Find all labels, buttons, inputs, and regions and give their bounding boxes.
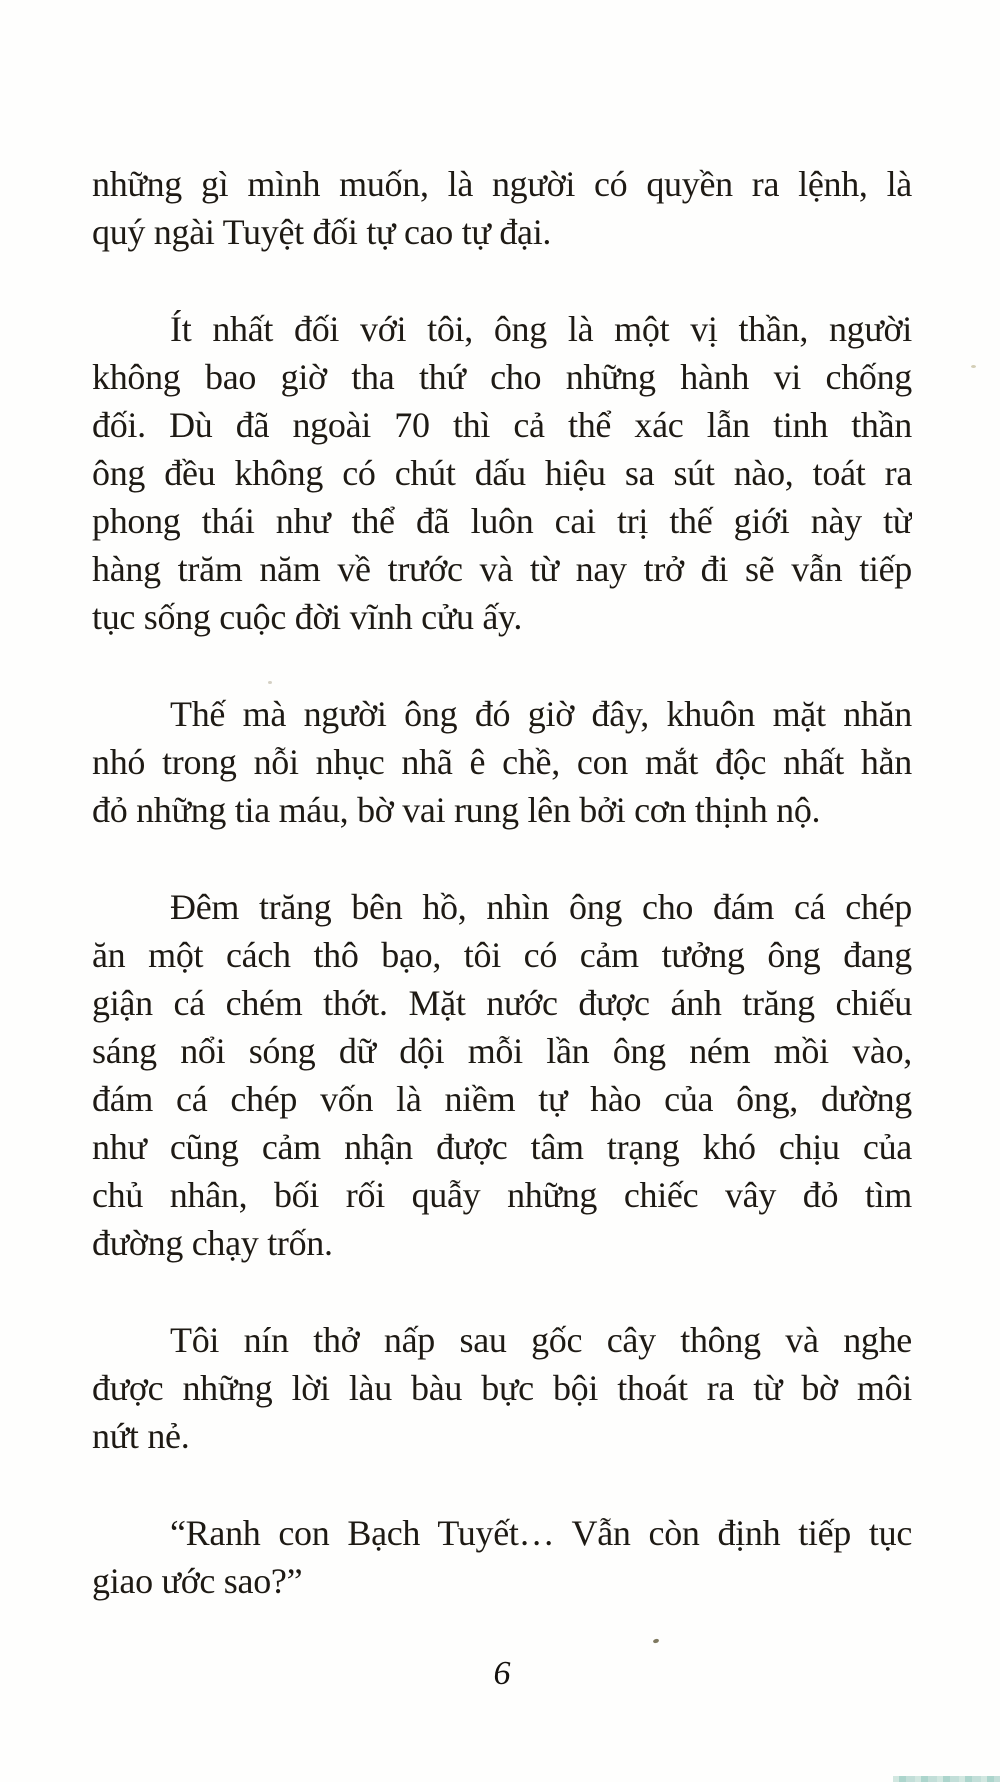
paragraph <box>92 160 912 256</box>
text-line: chủ nhân, bối rối quẫy những chiếc vây đỏ tìm <box>92 1175 912 1215</box>
text-line: được những lời làu bàu bực bội thoát ra từ bờ môi <box>92 1368 912 1408</box>
scanner-edge-artifact <box>893 1776 1000 1782</box>
text-line: như cũng cảm nhận được tâm trạng khó chịu của <box>92 1127 912 1167</box>
scan-speck <box>268 681 272 684</box>
text-line: Đêm trăng bên hồ, nhìn ông cho đám cá chép <box>170 887 912 927</box>
paragraph <box>92 305 912 641</box>
paragraph <box>92 1509 912 1605</box>
text-line: Tôi nín thở nấp sau gốc cây thông và nghe <box>170 1320 912 1360</box>
paragraph <box>92 1316 912 1460</box>
text-line: những gì mình muốn, là người có quyền ra lệnh, là <box>92 164 912 204</box>
text-line: đám cá chép vốn là niềm tự hào của ông, dường <box>92 1079 912 1119</box>
text-line: không bao giờ tha thứ cho những hành vi chống <box>92 357 912 397</box>
text-line: tục sống cuộc đời vĩnh cửu ấy. <box>92 597 523 637</box>
text-line: quý ngài Tuyệt đối tự cao tự đại. <box>92 212 552 252</box>
text-line: hàng trăm năm về trước và từ nay trở đi sẽ vẫn tiếp <box>92 549 912 589</box>
text-line: “Ranh con Bạch Tuyết… Vẫn còn định tiếp tục <box>170 1513 912 1553</box>
text-line: sáng nổi sóng dữ dội mỗi lần ông ném mồi vào, <box>92 1031 912 1071</box>
text-line: ông đều không có chút dấu hiệu sa sút nào, toát ra <box>92 453 912 493</box>
text-line: đối. Dù đã ngoài 70 thì cả thể xác lẫn tinh thần <box>92 405 912 445</box>
text-line: đỏ những tia máu, bờ vai rung lên bởi cơn thịnh nộ. <box>92 790 821 830</box>
text-line: giận cá chém thớt. Mặt nước được ánh trăng chiếu <box>92 983 912 1023</box>
text-line: Ít nhất đối với tôi, ông là một vị thần, người <box>170 309 912 349</box>
text-line: ăn một cách thô bạo, tôi có cảm tưởng ông đang <box>92 935 912 975</box>
page-text <box>92 160 912 1605</box>
text-line: giao ước sao?” <box>92 1561 303 1601</box>
scan-speck <box>653 1638 660 1644</box>
scan-speck <box>971 365 976 368</box>
text-line: nhó trong nỗi nhục nhã ê chề, con mắt độc nhất hằn <box>92 742 912 782</box>
page-number: 6 <box>493 1655 511 1692</box>
text-line: đường chạy trốn. <box>92 1223 333 1263</box>
paragraph <box>92 883 912 1267</box>
paragraph <box>92 690 912 834</box>
text-line: phong thái như thể đã luôn cai trị thế giới này từ <box>92 501 912 541</box>
text-line: Thế mà người ông đó giờ đây, khuôn mặt nhăn <box>170 694 912 734</box>
text-line: nứt nẻ. <box>92 1416 190 1456</box>
